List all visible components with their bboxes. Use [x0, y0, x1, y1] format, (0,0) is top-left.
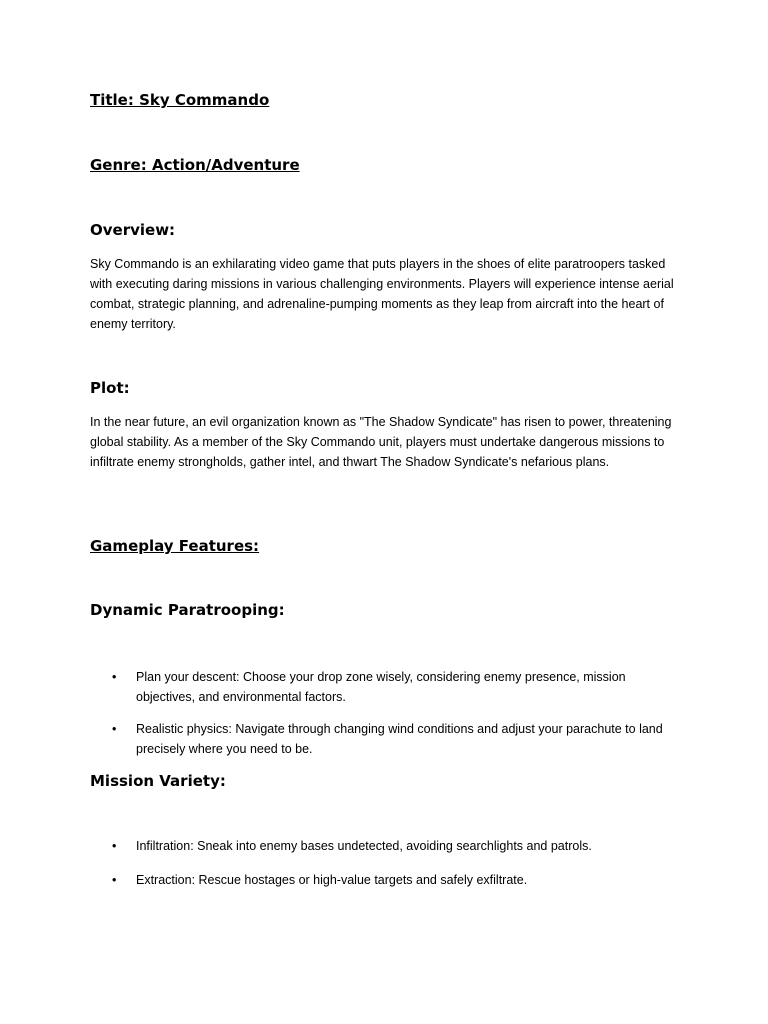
list-item [112, 667, 672, 707]
plot-heading: Plot: [90, 379, 130, 397]
bullet-icon: • [112, 873, 117, 887]
list-item-text: Plan your descent: Choose your drop zone wisely, considering enemy presence, mission objectives, and environmental factors. [136, 670, 626, 704]
overview-heading: Overview: [90, 221, 176, 239]
list-item [112, 719, 672, 759]
genre-heading: Genre: Action/Adventure [90, 156, 300, 174]
gameplay-features-heading: Gameplay Features: [90, 537, 260, 555]
list-item [112, 870, 672, 890]
dynamic-paratrooping-heading: Dynamic Paratrooping: [90, 601, 285, 619]
overview-paragraph: Sky Commando is an exhilarating video game that puts players in the shoes of elite paratroopers tasked with executing daring missions in various challenging environments. Players will experience intense aerial combat, strategic planning, and adrenaline-pumping moments as they leap from aircraft into the heart of enemy territory. [90, 257, 674, 331]
bullet-icon: • [112, 670, 117, 684]
mission-variety-heading: Mission Variety: [90, 772, 226, 790]
bullet-icon: • [112, 722, 117, 736]
bullet-icon: • [112, 839, 117, 853]
list-item-text: Extraction: Rescue hostages or high-value targets and safely exfiltrate. [136, 873, 528, 887]
list-item-text: Infiltration: Sneak into enemy bases undetected, avoiding searchlights and patrols. [136, 839, 592, 853]
list-item-text: Realistic physics: Navigate through changing wind conditions and adjust your parachute to land precisely where you need to be. [136, 722, 663, 756]
plot-paragraph: In the near future, an evil organization known as "The Shadow Syndicate" has risen to power, threatening global stability. As a member of the Sky Commando unit, players must undertake dangerous missions to infiltrate enemy strongholds, gather intel, and thwart The Shadow Syndicate's nefarious plans. [90, 415, 672, 469]
document-title: Title: Sky Commando [90, 91, 270, 109]
list-item [112, 836, 672, 856]
